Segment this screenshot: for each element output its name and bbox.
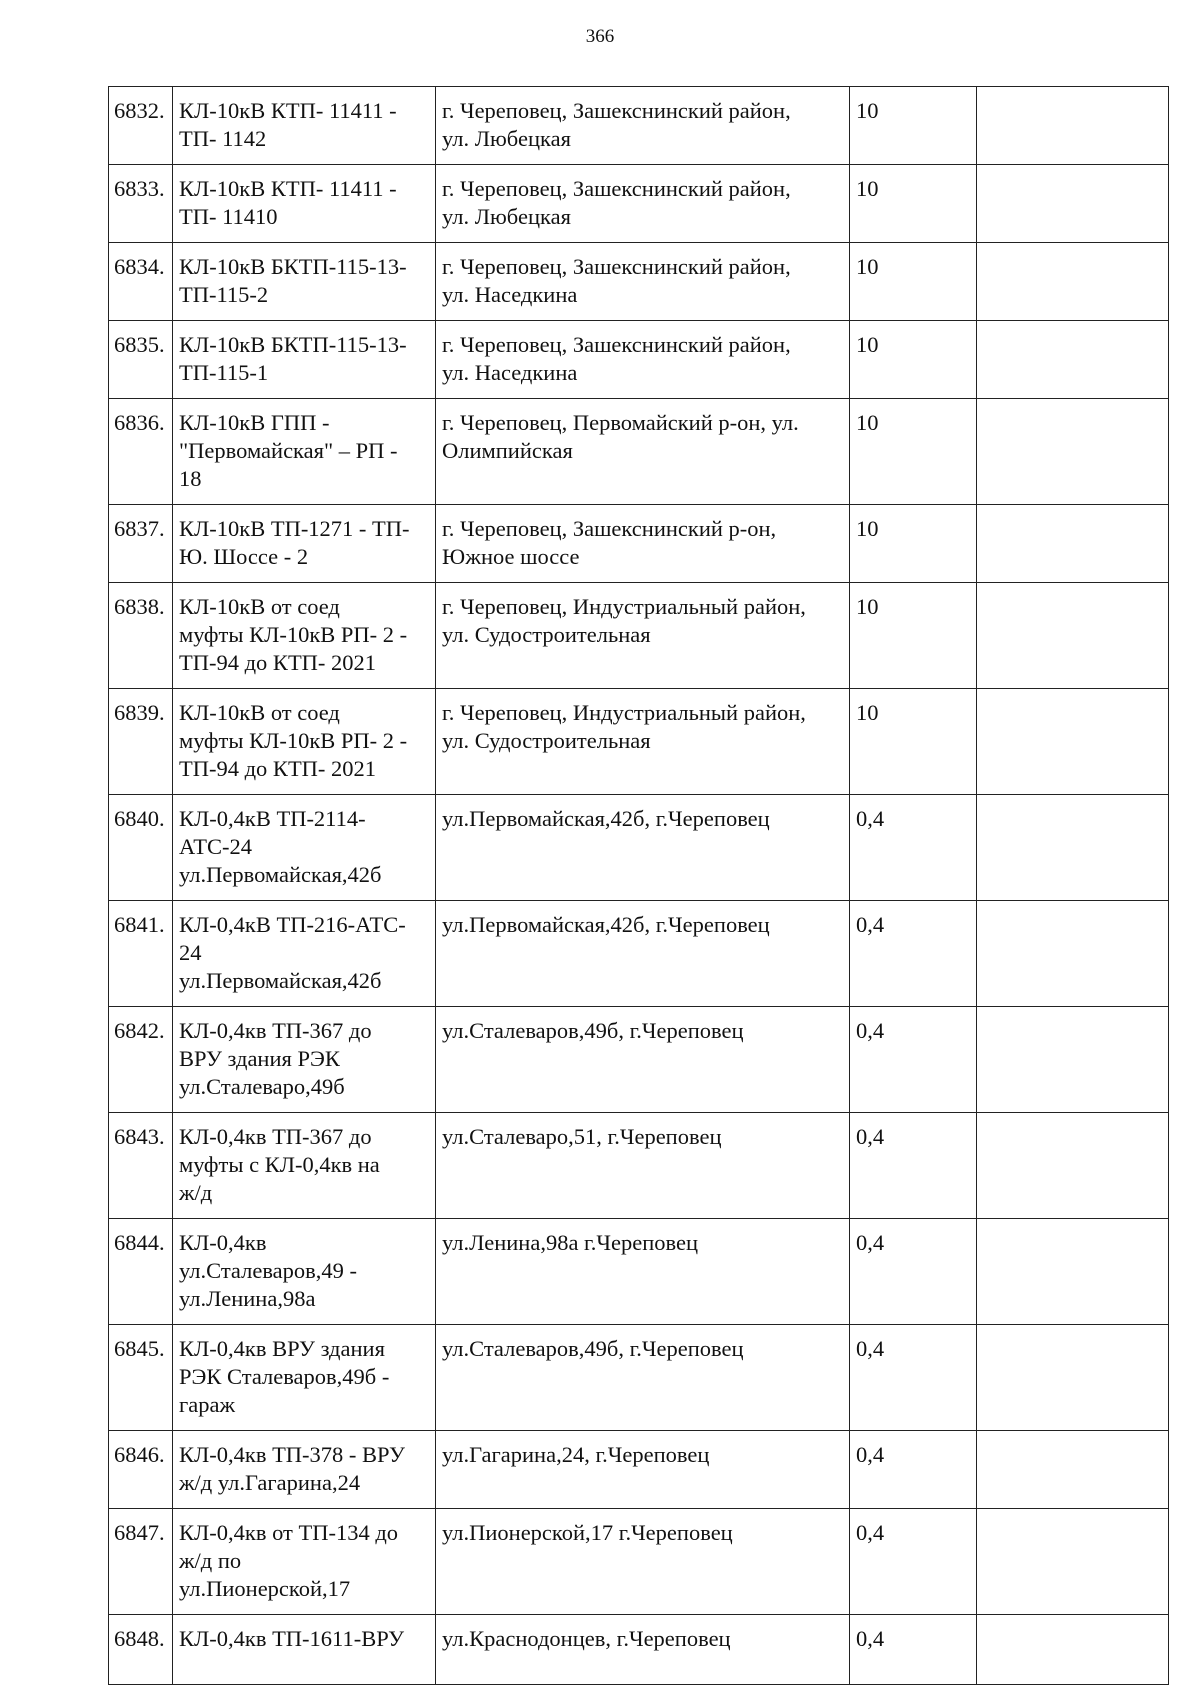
line-name-cell: КЛ-0,4кВ ТП-2114- АТС-24 ул.Первомайская,42б [173,795,436,901]
extra-cell [977,795,1169,901]
voltage-cell: 10 [850,505,977,583]
line-name-cell: КЛ-10кВ от соед муфты КЛ-10кВ РП- 2 - ТП-94 до КТП- 2021 [173,689,436,795]
row-number-cell: 6843. [109,1113,173,1219]
voltage-cell: 10 [850,399,977,505]
address-cell: г. Череповец, Зашекснинский район, ул. Любецкая [436,165,850,243]
row-number-cell: 6846. [109,1431,173,1509]
table-row [109,1615,1169,1685]
address-cell: г. Череповец, Индустриальный район, ул. Судостроительная [436,583,850,689]
line-name-cell: КЛ-0,4кв ТП-378 - ВРУ ж/д ул.Гагарина,24 [173,1431,436,1509]
extra-cell [977,1325,1169,1431]
line-name-cell: КЛ-10кВ ТП-1271 - ТП- Ю. Шоссе - 2 [173,505,436,583]
address-cell: ул.Сталеваров,49б, г.Череповец [436,1007,850,1113]
row-number-cell: 6833. [109,165,173,243]
registry-table-body [109,87,1169,1685]
extra-cell [977,505,1169,583]
registry-table [108,86,1169,1685]
table-row [109,165,1169,243]
row-number-cell: 6844. [109,1219,173,1325]
voltage-cell: 0,4 [850,1325,977,1431]
extra-cell [977,1431,1169,1509]
line-name-cell: КЛ-0,4кв ТП-367 до ВРУ здания РЭК ул.Сталеваро,49б [173,1007,436,1113]
line-name-cell: КЛ-10кВ ГПП - "Первомайская" – РП - 18 [173,399,436,505]
voltage-cell: 0,4 [850,795,977,901]
address-cell: г. Череповец, Индустриальный район, ул. Судостроительная [436,689,850,795]
voltage-cell: 0,4 [850,901,977,1007]
line-name-cell: КЛ-10кВ от соед муфты КЛ-10кВ РП- 2 - ТП-94 до КТП- 2021 [173,583,436,689]
address-cell: ул.Первомайская,42б, г.Череповец [436,795,850,901]
extra-cell [977,1509,1169,1615]
address-cell: г. Череповец, Зашекснинский район, ул. Наседкина [436,321,850,399]
voltage-cell: 10 [850,165,977,243]
table-row [109,399,1169,505]
address-cell: г. Череповец, Зашекснинский р-он, Южное шоссе [436,505,850,583]
line-name-cell: КЛ-0,4кв ул.Сталеваров,49 - ул.Ленина,98а [173,1219,436,1325]
extra-cell [977,165,1169,243]
voltage-cell: 10 [850,243,977,321]
row-number-cell: 6832. [109,87,173,165]
table-row [109,901,1169,1007]
table-row [109,1219,1169,1325]
row-number-cell: 6845. [109,1325,173,1431]
voltage-cell: 0,4 [850,1431,977,1509]
line-name-cell: КЛ-0,4кв ТП-367 до муфты с КЛ-0,4кв на ж/д [173,1113,436,1219]
voltage-cell: 10 [850,87,977,165]
address-cell: ул.Сталеваро,51, г.Череповец [436,1113,850,1219]
table-row [109,1431,1169,1509]
line-name-cell: КЛ-0,4кВ ТП-216-АТС- 24 ул.Первомайская,42б [173,901,436,1007]
table-row [109,1509,1169,1615]
table-row [109,795,1169,901]
line-name-cell: КЛ-10кВ КТП- 11411 - ТП- 1142 [173,87,436,165]
row-number-cell: 6834. [109,243,173,321]
line-name-cell: КЛ-0,4кв ВРУ здания РЭК Сталеваров,49б - гараж [173,1325,436,1431]
address-cell: г. Череповец, Зашекснинский район, ул. Наседкина [436,243,850,321]
table-row [109,243,1169,321]
address-cell: г. Череповец, Первомайский р-он, ул. Олимпийская [436,399,850,505]
table-row [109,87,1169,165]
line-name-cell: КЛ-0,4кв от ТП-134 до ж/д по ул.Пионерской,17 [173,1509,436,1615]
row-number-cell: 6848. [109,1615,173,1685]
voltage-cell: 0,4 [850,1615,977,1685]
row-number-cell: 6840. [109,795,173,901]
address-cell: ул.Ленина,98а г.Череповец [436,1219,850,1325]
address-cell: ул.Пионерской,17 г.Череповец [436,1509,850,1615]
row-number-cell: 6835. [109,321,173,399]
extra-cell [977,87,1169,165]
row-number-cell: 6838. [109,583,173,689]
table-row [109,1007,1169,1113]
address-cell: г. Череповец, Зашекснинский район, ул. Любецкая [436,87,850,165]
row-number-cell: 6841. [109,901,173,1007]
voltage-cell: 0,4 [850,1007,977,1113]
address-cell: ул.Краснодонцев, г.Череповец [436,1615,850,1685]
table-row [109,321,1169,399]
table-row [109,1113,1169,1219]
row-number-cell: 6839. [109,689,173,795]
row-number-cell: 6836. [109,399,173,505]
extra-cell [977,901,1169,1007]
extra-cell [977,1615,1169,1685]
line-name-cell: КЛ-10кВ БКТП-115-13- ТП-115-1 [173,321,436,399]
table-row [109,583,1169,689]
row-number-cell: 6837. [109,505,173,583]
row-number-cell: 6842. [109,1007,173,1113]
row-number-cell: 6847. [109,1509,173,1615]
line-name-cell: КЛ-10кВ БКТП-115-13- ТП-115-2 [173,243,436,321]
line-name-cell: КЛ-10кВ КТП- 11411 - ТП- 11410 [173,165,436,243]
voltage-cell: 10 [850,689,977,795]
table-row [109,505,1169,583]
extra-cell [977,689,1169,795]
extra-cell [977,1219,1169,1325]
extra-cell [977,583,1169,689]
extra-cell [977,1007,1169,1113]
table-row [109,689,1169,795]
voltage-cell: 10 [850,321,977,399]
extra-cell [977,321,1169,399]
address-cell: ул.Сталеваров,49б, г.Череповец [436,1325,850,1431]
address-cell: ул.Первомайская,42б, г.Череповец [436,901,850,1007]
address-cell: ул.Гагарина,24, г.Череповец [436,1431,850,1509]
line-name-cell: КЛ-0,4кв ТП-1611-ВРУ [173,1615,436,1685]
voltage-cell: 0,4 [850,1509,977,1615]
extra-cell [977,399,1169,505]
voltage-cell: 0,4 [850,1113,977,1219]
voltage-cell: 0,4 [850,1219,977,1325]
extra-cell [977,243,1169,321]
extra-cell [977,1113,1169,1219]
table-row [109,1325,1169,1431]
voltage-cell: 10 [850,583,977,689]
page-number: 366 [585,26,615,47]
